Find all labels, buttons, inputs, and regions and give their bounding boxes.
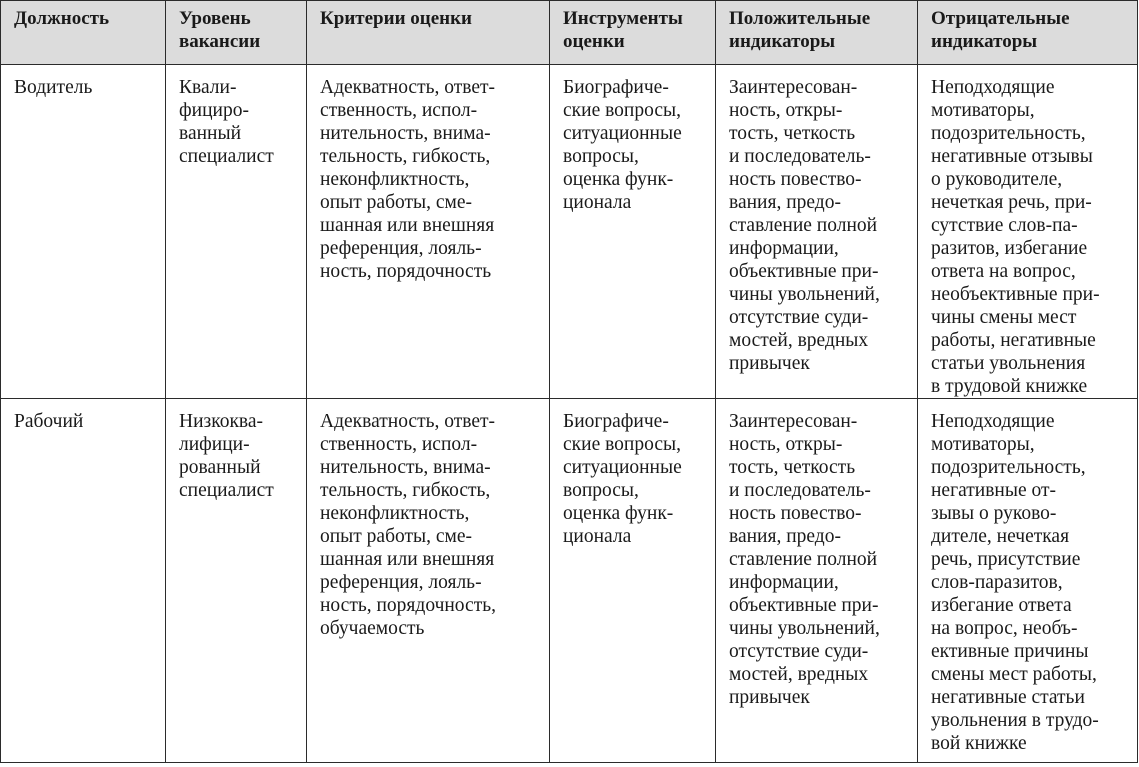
cell-text-line: Отрицательные [931, 8, 1070, 29]
cell-criteria [307, 65, 550, 399]
cell-text-line: Квали- [179, 77, 237, 98]
cell-text-line: ственность, испол- [320, 100, 478, 121]
cell-text-line: вания, предо- [729, 526, 841, 547]
cell-text-line: специалист [179, 146, 274, 167]
cell-tools [550, 399, 716, 763]
cell-text-line: речь, присутствие [931, 549, 1081, 570]
cell-text-line: чины смены мест [931, 307, 1077, 328]
cell-text-line: сутствие слов-па- [931, 215, 1078, 236]
cell-text-line: о руководителе, [931, 169, 1063, 190]
cell-text-line: индикаторы [931, 31, 1038, 52]
cell-positive-indicators [716, 65, 918, 399]
cell-text-line: ставление полной [729, 549, 878, 570]
cell-text-line: подозрительность, [931, 457, 1086, 478]
cell-text-line: Положительные [729, 8, 871, 29]
cell-text-line: мостей, вредных [729, 664, 869, 685]
header-vacancy-level [166, 1, 307, 65]
cell-text-line: и последователь- [729, 146, 871, 167]
cell-text-line: обучаемость [320, 618, 425, 639]
cell-text-line: дителе, нечеткая [931, 526, 1070, 547]
cell-vacancy-level [166, 65, 307, 399]
cell-text-line: ские вопросы, [563, 434, 681, 455]
cell-text-line: ность повество- [729, 169, 862, 190]
cell-text-line: мотиваторы, [931, 434, 1035, 455]
cell-text-line: Адекватность, ответ- [320, 77, 496, 98]
cell-text-line: оценка функ- [563, 169, 674, 190]
cell-text-line: негативные статьи [931, 687, 1085, 708]
cell-text-line: шанная или внешняя [320, 215, 495, 236]
cell-text-line: вопросы, [563, 146, 639, 167]
header-row [1, 1, 1138, 65]
cell-text-line: опыт работы, сме- [320, 192, 473, 213]
cell-text-line: Инструменты [563, 8, 683, 29]
cell-text-line: Низкоква- [179, 411, 264, 432]
cell-text-line: на вопрос, необъ- [931, 618, 1078, 639]
cell-text-line: Уровень [179, 8, 251, 29]
cell-text-line: ность, откры- [729, 100, 843, 121]
cell-text-line: вой книжке [931, 733, 1027, 754]
cell-text-line: Заинтересован- [729, 411, 858, 432]
cell-text-line: специалист [179, 480, 274, 501]
cell-text-line: Биографиче- [563, 77, 669, 98]
cell-text-line: Адекватность, ответ- [320, 411, 496, 432]
cell-vacancy-level [166, 399, 307, 763]
cell-text-line: увольнения в трудо- [931, 710, 1099, 731]
cell-text-line: нительность, внима- [320, 123, 491, 144]
cell-text-line: Биографиче- [563, 411, 669, 432]
cell-text-line: ситуационные [563, 457, 682, 478]
cell-text-line: вакансии [179, 31, 261, 52]
cell-text-line: ективные причины [931, 641, 1089, 662]
cell-text-line: отсутствие суди- [729, 641, 869, 662]
cell-text-line: тость, четкость [729, 457, 856, 478]
cell-text-line: вания, предо- [729, 192, 841, 213]
header-position [1, 1, 166, 65]
cell-text-line: Водитель [14, 77, 93, 98]
cell-text-line: чины увольнений, [729, 284, 880, 305]
cell-text-line: ность, порядочность, [320, 595, 496, 616]
cell-text-line: ность, откры- [729, 434, 843, 455]
cell-text-line: Должность [14, 8, 110, 29]
cell-text-line: оценки [563, 31, 625, 52]
cell-text-line: Неподходящие [931, 411, 1055, 432]
cell-text-line: привычек [729, 353, 810, 374]
cell-position [1, 65, 166, 399]
header-negative-indicators [918, 1, 1138, 65]
cell-text-line: тельность, гибкость, [320, 480, 491, 501]
cell-text-line: неконфликтность, [320, 503, 470, 524]
cell-text-line: отсутствие суди- [729, 307, 869, 328]
cell-text-line: ционала [563, 192, 632, 213]
cell-text-line: ответа на вопрос, [931, 261, 1076, 282]
header-positive-indicators [716, 1, 918, 65]
cell-negative-indicators [918, 399, 1138, 763]
cell-text-line: шанная или внешняя [320, 549, 495, 570]
cell-text-line: тость, четкость [729, 123, 856, 144]
cell-tools [550, 65, 716, 399]
header-criteria [307, 1, 550, 65]
cell-text-line: в трудовой книжке [931, 376, 1088, 397]
cell-text-line: Рабочий [14, 411, 84, 432]
cell-text-line: привычек [729, 687, 810, 708]
cell-text-line: ционала [563, 526, 632, 547]
cell-text-line: зывы о руково- [931, 503, 1057, 524]
cell-text-line: работы, негативные [931, 330, 1096, 351]
cell-text-line: объективные при- [729, 595, 879, 616]
cell-text-line: информации, [729, 238, 839, 259]
cell-text-line: неконфликтность, [320, 169, 470, 190]
table-row-worker [1, 399, 1138, 763]
cell-text-line: объективные при- [729, 261, 879, 282]
cell-text-line: ванный [179, 123, 242, 144]
cell-text-line: Критерии оценки [320, 8, 472, 29]
cell-text-line: оценка функ- [563, 503, 674, 524]
cell-text-line: ские вопросы, [563, 100, 681, 121]
cell-text-line: информации, [729, 572, 839, 593]
cell-text-line: необъективные при- [931, 284, 1100, 305]
cell-text-line: нечеткая речь, при- [931, 192, 1092, 213]
cell-text-line: и последователь- [729, 480, 871, 501]
cell-text-line: слов-паразитов, [931, 572, 1063, 593]
cell-text-line: ставление полной [729, 215, 878, 236]
cell-negative-indicators [918, 65, 1138, 399]
cell-text-line: смены мест работы, [931, 664, 1097, 685]
cell-text-line: ситуационные [563, 123, 682, 144]
cell-text-line: фициро- [179, 100, 249, 121]
cell-text-line: чины увольнений, [729, 618, 880, 639]
cell-text-line: тельность, гибкость, [320, 146, 491, 167]
cell-text-line: ность повество- [729, 503, 862, 524]
cell-text-line: опыт работы, сме- [320, 526, 473, 547]
cell-text-line: референция, лояль- [320, 238, 482, 259]
cell-text-line: нительность, внима- [320, 457, 491, 478]
cell-text-line: референция, лояль- [320, 572, 482, 593]
cell-text-line: негативные отзывы [931, 146, 1093, 167]
cell-criteria [307, 399, 550, 763]
cell-text-line: лифици- [179, 434, 250, 455]
cell-text-line: вопросы, [563, 480, 639, 501]
table-row-driver [1, 65, 1138, 399]
cell-text-line: индикаторы [729, 31, 836, 52]
cell-text-line: разитов, избегание [931, 238, 1088, 259]
cell-text-line: Заинтересован- [729, 77, 858, 98]
cell-text-line: ность, порядочность [320, 261, 492, 282]
cell-text-line: статьи увольнения [931, 353, 1086, 374]
cell-text-line: подозрительность, [931, 123, 1086, 144]
cell-position [1, 399, 166, 763]
header-tools [550, 1, 716, 65]
cell-text-line: Неподходящие [931, 77, 1055, 98]
cell-text-line: негативные от- [931, 480, 1056, 501]
cell-text-line: мостей, вредных [729, 330, 869, 351]
cell-positive-indicators [716, 399, 918, 763]
cell-text-line: рованный [179, 457, 261, 478]
cell-text-line: мотиваторы, [931, 100, 1035, 121]
cell-text-line: избегание ответа [931, 595, 1072, 616]
cell-text-line: ственность, испол- [320, 434, 478, 455]
